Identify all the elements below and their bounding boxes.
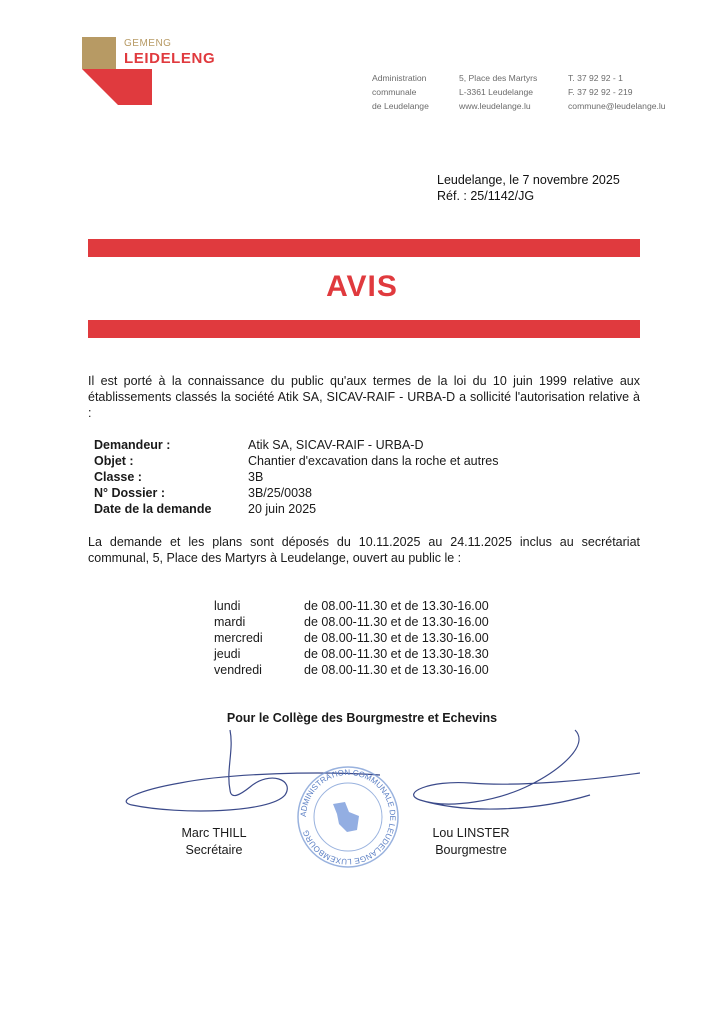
municipal-seal (293, 762, 403, 872)
intro-paragraph: Il est porté à la connaissance du public qu'aux termes de la loi du 10 juin 1999 relative aux établissements classés la société Atik SA, SICAV-RAIF - URBA-D a sollicité l'autorisation relative à : (88, 374, 640, 420)
header-contact (568, 71, 666, 113)
header-contact-line: T. 37 92 92 - 1 (568, 73, 623, 83)
signatory-role: Bourgmestre (435, 843, 507, 857)
hours-day: mercredi (214, 631, 263, 645)
title-band-bottom (88, 320, 640, 338)
header-address-line: L-3361 Leudelange (459, 87, 534, 97)
date-line: Leudelange, le 7 novembre 2025 (437, 173, 620, 187)
hours-day: mardi (214, 615, 246, 629)
header-admin-line: de Leudelange (372, 101, 429, 111)
signatory-name: Marc THILL (181, 826, 247, 840)
signatory-role: Secrétaire (185, 843, 243, 857)
date-ref-block (437, 172, 620, 204)
hours-time: de 08.00-11.30 et de 13.30-16.00 (304, 599, 489, 613)
hours-day: vendredi (214, 663, 262, 677)
header-admin (372, 71, 429, 113)
document-title: AVIS (326, 270, 398, 303)
header-contact-line: commune@leudelange.lu (568, 101, 666, 111)
hours-day: jeudi (214, 647, 241, 661)
detail-value: 3B (248, 470, 264, 484)
header-contact-line: F. 37 92 92 - 219 (568, 87, 633, 97)
signatory-right (412, 825, 530, 859)
header-admin-line: communale (372, 87, 417, 97)
hours-day: lundi (214, 599, 241, 613)
title-band-top (88, 239, 640, 257)
municipality-logo (82, 37, 222, 107)
detail-label: Objet : (94, 454, 134, 468)
seal-emblem (333, 802, 359, 832)
signatory-name: Lou LINSTER (432, 826, 510, 840)
logo-red-shape (82, 69, 152, 105)
header-admin-line: Administration (372, 73, 427, 83)
logo-gold-square (82, 37, 116, 69)
seal-text: ADMINISTRATION COMMUNALE DE LEUDELANGE LUXEMBOURG (298, 767, 398, 867)
hours-time: de 08.00-11.30 et de 13.30-16.00 (304, 663, 489, 677)
detail-label: N° Dossier : (94, 486, 165, 500)
detail-value: Chantier d'excavation dans la roche et autres (248, 454, 499, 468)
hours-time: de 08.00-11.30 et de 13.30-16.00 (304, 615, 489, 629)
college-line: Pour le Collège des Bourgmestre et Echevins (226, 711, 498, 725)
detail-value: 3B/25/0038 (248, 486, 312, 500)
hours-time: de 08.00-11.30 et de 13.30-18.30 (304, 647, 489, 661)
reference-line: Réf. : 25/1142/JG (437, 189, 535, 203)
logo-text-small: GEMENG (124, 38, 172, 49)
logo-text-big: LEIDELENG (124, 50, 216, 67)
header-address-line: www.leudelange.lu (459, 101, 531, 111)
hours-time: de 08.00-11.30 et de 13.30-16.00 (304, 631, 489, 645)
header-address (459, 71, 537, 113)
detail-label: Classe : (94, 470, 142, 484)
deposit-paragraph: La demande et les plans sont déposés du 10.11.2025 au 24.11.2025 inclus au secrétariat communal, 5, Place des Martyrs à Leudelange, ouvert au public le : (88, 535, 640, 565)
detail-value: 20 juin 2025 (248, 502, 317, 516)
header-address-line: 5, Place des Martyrs (459, 73, 538, 83)
signatory-left (155, 825, 273, 859)
detail-label: Demandeur : (94, 438, 171, 452)
detail-value: Atik SA, SICAV-RAIF - URBA-D (248, 438, 424, 452)
detail-label: Date de la demande (94, 502, 212, 516)
